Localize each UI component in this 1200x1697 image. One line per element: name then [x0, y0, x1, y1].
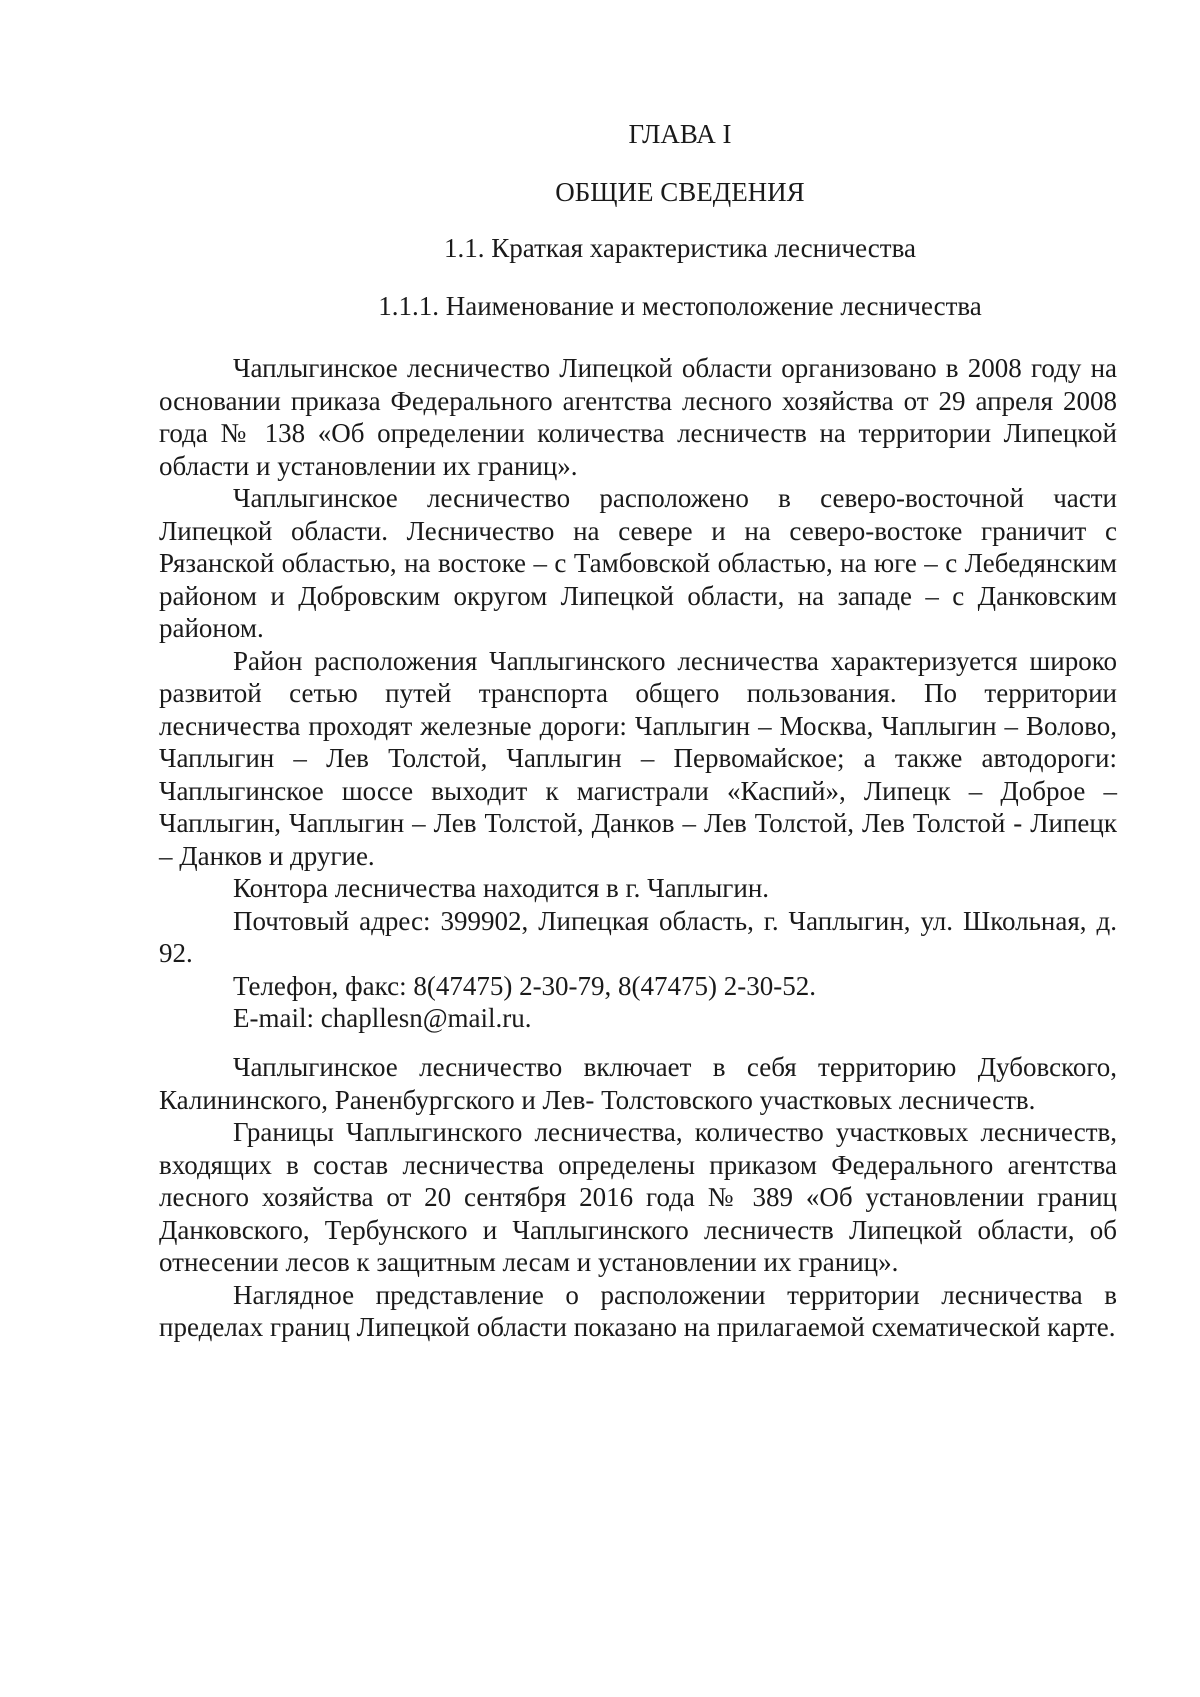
paragraph-map-reference: Наглядное представление о расположении территории лесничества в пределах границ Липецкой области показано на прилагаемой схематической карте. [159, 1279, 1117, 1342]
chapter-heading: ГЛАВА I [628, 119, 732, 149]
paragraph-transport: Район расположения Чаплыгинского лесничества характеризуется широко развитой сетью путей транспорта общего пользования. По территории лесничества проходят железные дороги: Чаплыгин – Москва, Чаплыгин – Волово, Чаплыгин – Лев Толстой, Чаплыгин – Первомайское; а также автодороги: Чаплыгинское шоссе выходит к магистрали «Каспий», Липецк – Доброе – Чаплыгин, Чаплыгин – Лев Толстой, Данков – Лев Толстой, Лев Толстой - Липецк – Данков и другие. [159, 645, 1117, 871]
paragraph-postal-address: Почтовый адрес: 399902, Липецкая область, г. Чаплыгин, ул. Школьная, д. 92. [159, 905, 1117, 968]
paragraph-district-forestries: Чаплыгинское лесничество включает в себя территорию Дубовского, Калининского, Раненбургского и Лев- Толстовского участковых лесничеств. [159, 1052, 1117, 1115]
general-info-heading: ОБЩИЕ СВЕДЕНИЯ [555, 177, 805, 207]
paragraph-location: Чаплыгинское лесничество расположено в северо-восточной части Липецкой области. Лесничество на севере и на северо-востоке граничит с Рязанской областью, на востоке – с Тамбовской областью, на юге – с Лебедянским районом и Добровским округом Липецкой области, на западе – с Данковским районом. [159, 483, 1117, 643]
body-block-main [159, 352, 1117, 1035]
subsection-heading: 1.1.1. Наименование и местоположение лесничества [378, 291, 982, 321]
paragraph-boundaries: Границы Чаплыгинского лесничества, количество участковых лесничеств, входящих в состав лесничества определены приказом Федерального агентства лесного хозяйства от 20 сентября 2016 года № 389 «Об установлении границ Данковского, Тербунского и Чаплыгинского лесничеств Липецкой области, об отнесении лесов к защитным лесам и установлении их границ». [159, 1117, 1117, 1277]
email-link[interactable]: chapllesn@mail.ru. [320, 1003, 532, 1033]
paragraph-organization: Чаплыгинское лесничество Липецкой области организовано в 2008 году на основании приказа Федерального агентства лесного хозяйства от 29 апреля 2008 года № 138 «Об определении количества лесничеств на территории Липецкой области и установлении их границ». [159, 353, 1117, 481]
section-heading: 1.1. Краткая характеристика лесничества [444, 233, 916, 263]
paragraph-office: Контора лесничества находится в г. Чаплыгин. [233, 873, 770, 903]
paragraph-phone: Телефон, факс: 8(47475) 2-30-79, 8(47475) 2-30-52. [233, 970, 817, 1001]
body-block-secondary [159, 1051, 1117, 1344]
email-label: E-mail: [233, 1003, 321, 1033]
paragraph-email [159, 1002, 1117, 1035]
